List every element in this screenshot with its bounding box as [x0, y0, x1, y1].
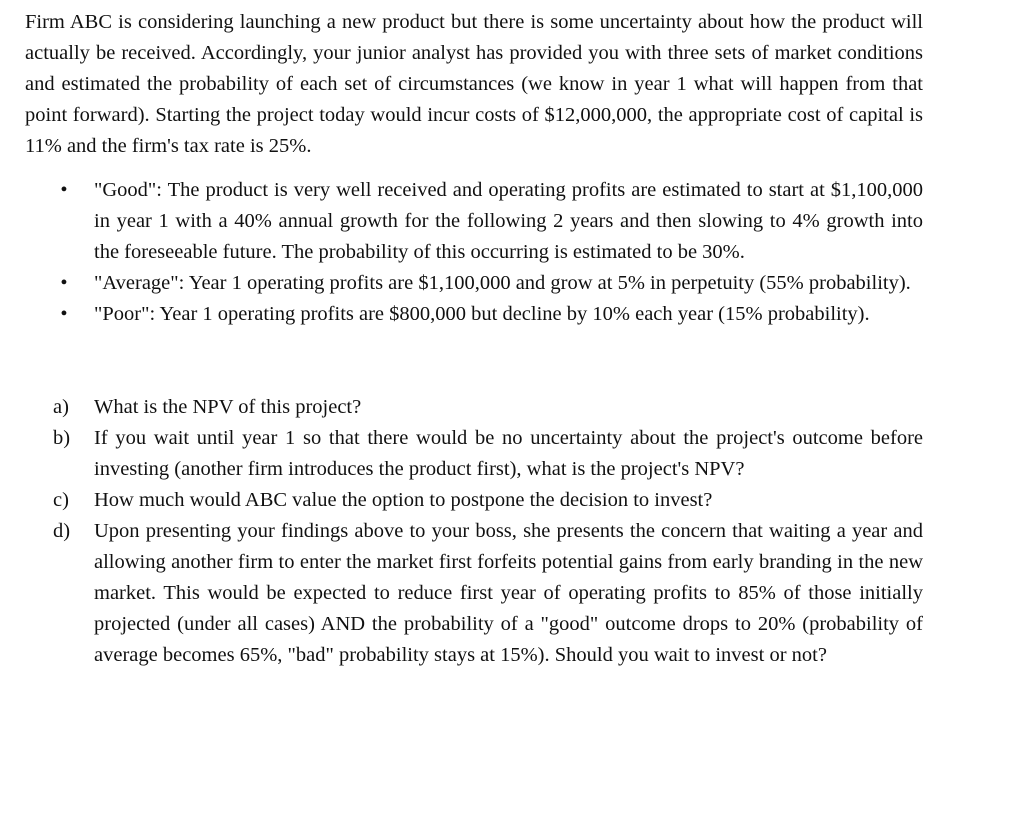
- question-text: If you wait until year 1 so that there would be no uncertainty about the project's outcome before investing (another firm introduces the product first), what is the project's NPV?: [94, 427, 923, 480]
- document-page: [25, 7, 923, 671]
- scenario-text: "Average": Year 1 operating profits are $1,100,000 and grow at 5% in perpetuity (55% probability).: [94, 272, 911, 294]
- question-marker: c): [53, 489, 69, 511]
- question-text: What is the NPV of this project?: [94, 396, 362, 418]
- question-b: [25, 423, 923, 485]
- question-c: [25, 485, 923, 516]
- bullet-icon: •: [60, 179, 68, 201]
- scenario-list: [25, 175, 923, 330]
- question-list: [25, 392, 923, 671]
- bullet-icon: •: [60, 303, 68, 325]
- bullet-icon: •: [60, 272, 68, 294]
- question-text: How much would ABC value the option to postpone the decision to invest?: [94, 489, 713, 511]
- scenario-average: [25, 268, 923, 299]
- question-marker: a): [53, 396, 69, 418]
- question-text: Upon presenting your findings above to your boss, she presents the concern that waiting a year and allowing another firm to enter the market first forfeits potential gains from early branding in the new market. This would be expected to reduce first year of operating profits to 85% of those initially projected (under all cases) AND the probability of a "good" outcome drops to 20% (probability of average becomes 65%, "bad" probability stays at 15%). Should you wait to invest or not?: [94, 520, 923, 666]
- question-marker: d): [53, 520, 71, 542]
- scenario-text: "Good": The product is very well received and operating profits are estimated to start at $1,100,000 in year 1 with a 40% annual growth for the following 2 years and then slowing to 4% growth into the foreseeable future. The probability of this occurring is estimated to be 30%.: [94, 179, 923, 263]
- scenario-poor: [25, 299, 923, 330]
- question-d: [25, 516, 923, 671]
- scenario-good: [25, 175, 923, 268]
- question-a: [25, 392, 923, 423]
- scenario-text: "Poor": Year 1 operating profits are $800,000 but decline by 10% each year (15% probability).: [94, 303, 870, 325]
- intro-paragraph: Firm ABC is considering launching a new product but there is some uncertainty about how the product will actually be received. Accordingly, your junior analyst has provided you with three sets of market conditions and estimated the probability of each set of circumstances (we know in year 1 what will happen from that point forward). Starting the project today would incur costs of $12,000,000, the appropriate cost of capital is 11% and the firm's tax rate is 25%.: [25, 11, 923, 157]
- question-marker: b): [53, 427, 71, 449]
